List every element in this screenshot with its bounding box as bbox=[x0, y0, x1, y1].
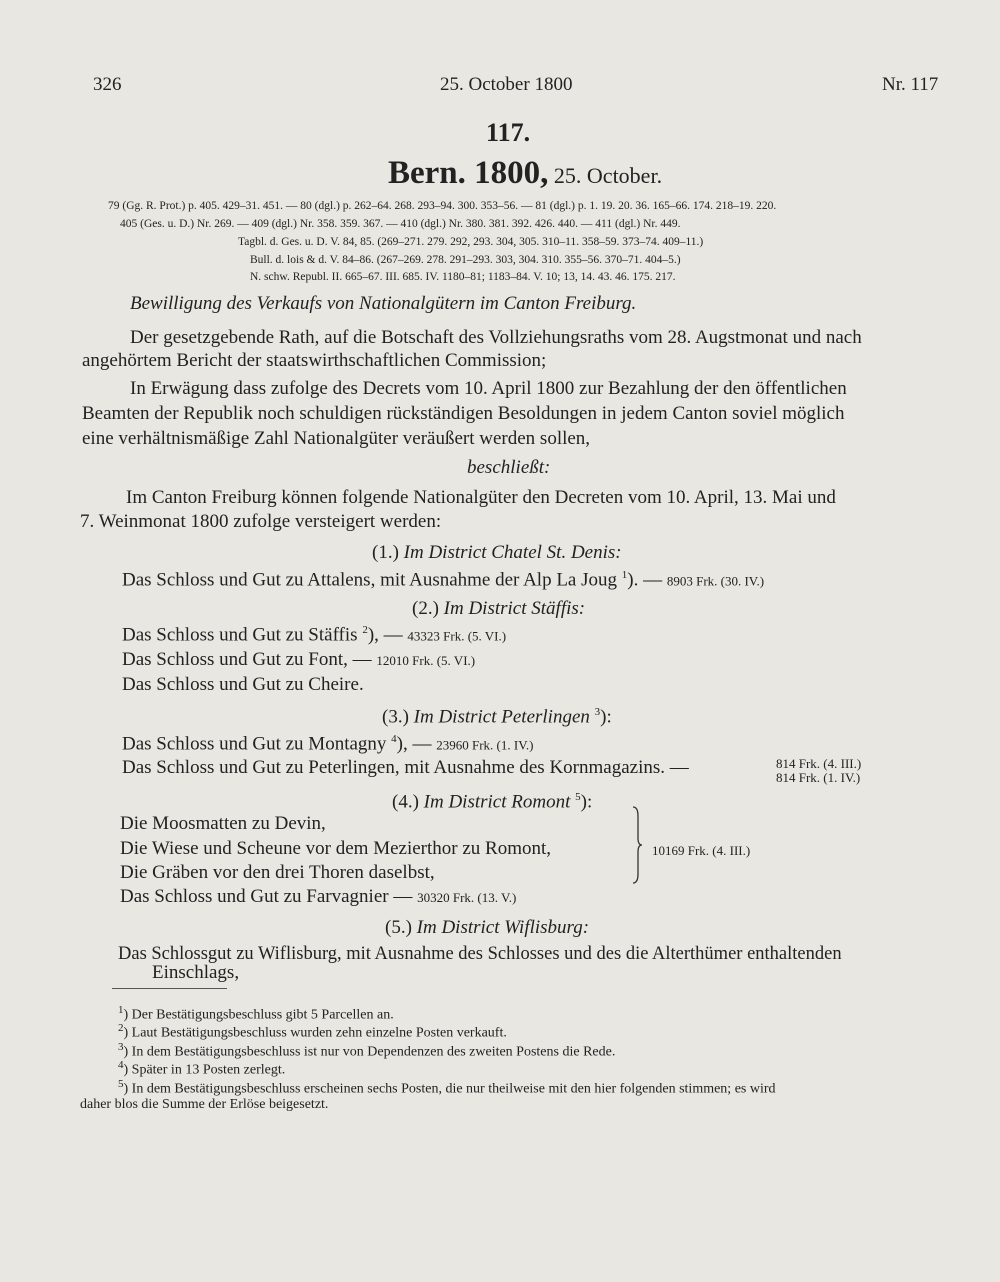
footnote-5-continued: daher blos die Summe der Erlöse beigesetzt. bbox=[80, 1097, 329, 1112]
district-4-item-4 bbox=[120, 886, 516, 908]
grouping-brace bbox=[632, 806, 642, 884]
district-5-item-line-2: Einschlags, bbox=[152, 962, 240, 983]
footnote-2 bbox=[118, 1022, 507, 1042]
ref-line-1: 79 (Gg. R. Prot.) p. 405. 429–31. 451. — 80 (dgl.) p. 262–64. 268. 293–94. 300. 353–56. — 81 (dgl.) p. 1. 19. 20. 36. 165–66. 174. 218–19. 220. bbox=[108, 200, 777, 212]
price-b: 814 Frk. (1. IV.) bbox=[776, 770, 861, 785]
subject-heading: Bewilligung des Verkaufs von Nationalgütern im Canton Freiburg. bbox=[130, 293, 637, 314]
district-1-number: (1.) bbox=[372, 542, 399, 563]
item-price: 23960 Frk. (1. IV.) bbox=[436, 737, 534, 753]
footnote-mark: 1 bbox=[118, 1004, 124, 1016]
item-text: Das Schloss und Gut zu Farvagnier — bbox=[120, 886, 413, 907]
footnote-4 bbox=[118, 1059, 285, 1079]
footnote-mark: 5 bbox=[118, 1078, 124, 1090]
district-1-heading bbox=[372, 542, 622, 564]
district-5-number: (5.) bbox=[385, 917, 412, 938]
district-4-number: (4.) bbox=[392, 791, 419, 813]
decree-line-1: Im Canton Freiburg können folgende Nationalgüter den Decreten vom 10. April, 13. Mai und bbox=[126, 487, 836, 508]
district-5-heading bbox=[385, 917, 589, 939]
district-4-item-1: Die Moosmatten zu Devin, bbox=[120, 813, 326, 834]
footnote-mark: 2 bbox=[118, 1022, 124, 1034]
district-1-item bbox=[122, 569, 764, 591]
document-number: 117. bbox=[486, 118, 531, 147]
decree-line-2: 7. Weinmonat 1800 zufolge versteigert werden: bbox=[80, 511, 442, 532]
ref-line-3: Tagbl. d. Ges. u. D. V. 84, 85. (269–271. 279. 292, 293. 304, 305. 310–11. 358–59. 373–74. 409–11.) bbox=[238, 236, 704, 248]
footnote-text: ) In dem Bestätigungsbeschluss ist nur von Dependenzen des zweiten Postens die Rede. bbox=[123, 1044, 616, 1060]
resolves: beschließt: bbox=[467, 457, 551, 478]
intro-line-5: eine verhältnismäßige Zahl Nationalgüter veräußert werden sollen, bbox=[82, 428, 591, 449]
item-punct: ). — bbox=[627, 569, 663, 591]
district-2-name: Im District Stäffis: bbox=[443, 598, 586, 619]
footnote-text: ) Der Bestätigungsbeschluss gibt 5 Parcellen an. bbox=[123, 1007, 394, 1023]
item-text: Das Schloss und Gut zu Font, — bbox=[122, 649, 372, 670]
district-3-name: Im District Peterlingen bbox=[413, 706, 590, 728]
intro-line-1: Der gesetzgebende Rath, auf die Botschaft des Vollziehungsraths vom 28. Augstmonat und nach bbox=[130, 327, 862, 348]
item-text: Das Schloss und Gut zu Stäffis bbox=[122, 624, 358, 646]
page-number: 326 bbox=[93, 74, 122, 95]
district-3-heading bbox=[382, 706, 612, 728]
item-punct: ), — bbox=[396, 733, 432, 755]
ref-line-2: 405 (Ges. u. D.) Nr. 269. — 409 (dgl.) Nr. 358. 359. 367. — 410 (dgl.) Nr. 380. 381. 392. 426. 440. — 411 (dgl.) Nr. 449. bbox=[120, 218, 681, 230]
footnote-mark: 3 bbox=[118, 1041, 124, 1053]
item-punct: ), — bbox=[367, 624, 403, 646]
footnote-text: ) In dem Bestätigungsbeschluss erscheinen sechs Posten, die nur theilweise mit den hier folgenden stimmen; es wird bbox=[123, 1081, 776, 1097]
footnote-ref: 5 bbox=[575, 791, 581, 803]
header-date: 25. October 1800 bbox=[440, 74, 573, 95]
district-2-item-2 bbox=[122, 649, 475, 671]
footnote-ref: 1 bbox=[621, 569, 628, 581]
district-3-item-2-prices bbox=[776, 757, 861, 785]
item-price: 43323 Frk. (5. VI.) bbox=[407, 628, 507, 644]
footnote-text: ) Später in 13 Posten zerlegt. bbox=[123, 1062, 286, 1078]
district-2-heading bbox=[412, 598, 585, 620]
footnote-3 bbox=[118, 1041, 615, 1061]
footnote-ref: 4 bbox=[391, 733, 397, 745]
district-4-name: Im District Romont bbox=[423, 791, 571, 813]
district-4-group-price: 10169 Frk. (4. III.) bbox=[652, 843, 751, 858]
item-text: Das Schloss und Gut zu Peterlingen, mit Ausnahme des Kornmagazins. — bbox=[122, 757, 689, 778]
district-2-item-3: Das Schloss und Gut zu Cheire. bbox=[122, 674, 364, 695]
heading-punct: ): bbox=[580, 791, 593, 813]
district-4-item-3: Die Gräben vor den drei Thoren daselbst, bbox=[120, 862, 435, 883]
district-5-item-line-1: Das Schlossgut zu Wiflisburg, mit Ausnahme des Schlosses und des die Alterthümer enthaltenden bbox=[118, 944, 842, 964]
heading-punct: ): bbox=[600, 706, 612, 728]
place-date bbox=[388, 155, 662, 192]
ref-line-5: N. schw. Republ. II. 665–67. III. 685. IV. 1180–81; 1183–84. V. 10; 13, 14. 43. 46. 175. 217. bbox=[250, 271, 676, 283]
ref-line-4: Bull. d. lois & d. V. 84–86. (267–269. 278. 291–293. 303, 304. 310. 355–56. 370–71. 404–5.) bbox=[250, 254, 681, 266]
footnote-text: ) Laut Bestätigungsbeschluss wurden zehn einzelne Posten verkauft. bbox=[123, 1025, 507, 1041]
intro-line-2: angehörtem Bericht der staatswirthschaftlichen Commission; bbox=[82, 350, 547, 371]
price-a: 814 Frk. (4. III.) bbox=[776, 756, 862, 771]
footnote-ref: 2 bbox=[362, 624, 368, 636]
footnote-1 bbox=[118, 1004, 394, 1024]
district-1-name: Im District Chatel St. Denis: bbox=[403, 542, 622, 563]
item-price: 8903 Frk. (30. IV.) bbox=[666, 573, 765, 589]
district-4-heading bbox=[392, 791, 592, 813]
footnote-rule bbox=[112, 988, 227, 989]
district-5-name: Im District Wiflisburg: bbox=[416, 917, 590, 938]
district-3-number: (3.) bbox=[382, 706, 409, 728]
district-3-item-1 bbox=[122, 733, 534, 755]
header-nr: Nr. 117 bbox=[882, 74, 939, 95]
title-date: 25. October. bbox=[553, 163, 663, 188]
footnote-5 bbox=[118, 1078, 776, 1098]
district-2-number: (2.) bbox=[412, 598, 439, 619]
intro-line-4: Beamten der Republik noch schuldigen rückständigen Besoldungen in jedem Canton soviel möglich bbox=[82, 403, 845, 424]
item-text: Das Schloss und Gut zu Attalens, mit Ausnahme der Alp La Joug bbox=[122, 569, 618, 591]
district-3-item-2 bbox=[122, 757, 689, 779]
item-text: Das Schloss und Gut zu Montagny bbox=[122, 733, 387, 755]
footnote-mark: 4 bbox=[118, 1059, 124, 1071]
intro-line-3: In Erwägung dass zufolge des Decrets vom 10. April 1800 zur Bezahlung der den öffentlichen bbox=[130, 378, 847, 399]
district-2-item-1 bbox=[122, 624, 506, 646]
district-4-item-2: Die Wiese und Scheune vor dem Mezierthor zu Romont, bbox=[120, 838, 552, 859]
item-price: 12010 Frk. (5. VI.) bbox=[376, 653, 476, 668]
place-year: Bern. 1800, bbox=[388, 155, 549, 191]
footnote-ref: 3 bbox=[594, 706, 601, 718]
item-price: 30320 Frk. (13. V.) bbox=[417, 890, 517, 905]
